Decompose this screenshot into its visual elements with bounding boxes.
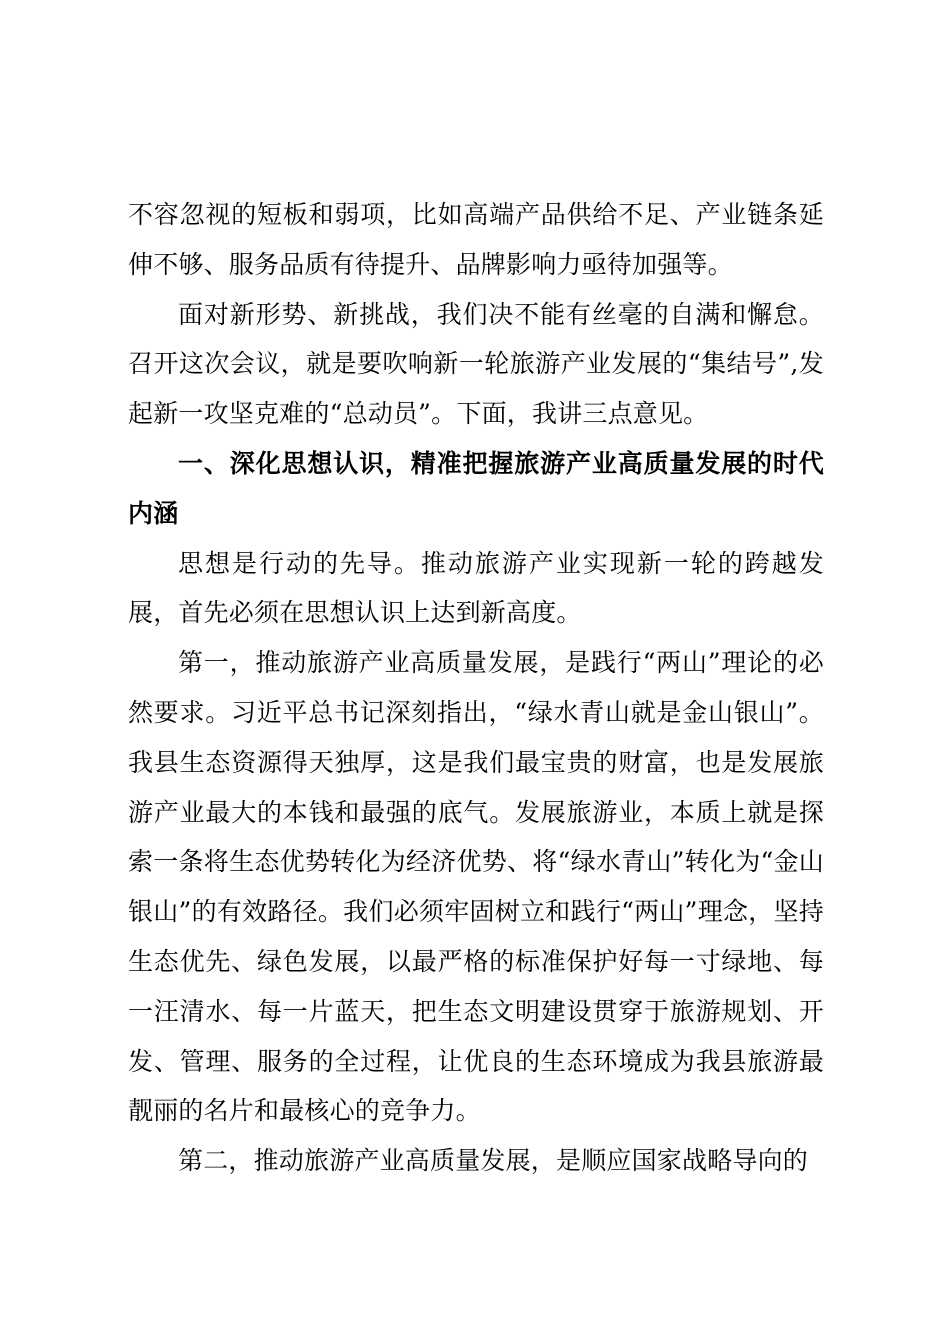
paragraph-second-point: 第二，推动旅游产业高质量发展，是顺应国家战略导向的 [178,1146,809,1176]
paragraph-new-situation: 面对新形势、新挑战，我们决不能有丝毫的自满和懈怠。召开这次会议，就是要吹响新一轮旅游产业发展的“集结号”,发起新一攻坚克难的“总动员”。下面，我讲三点意见。 [128,299,824,429]
document-page [128,190,824,1186]
paragraph-thought-guide: 思想是行动的先导。推动旅游产业实现新一轮的跨越发展，首先必须在思想认识上达到新高度。 [128,548,824,628]
paragraph-continued: 不容忽视的短板和弱项，比如高端产品供给不足、产业链条延伸不够、服务品质有待提升、品牌影响力亟待加强等。 [128,200,824,279]
section-heading-1: 一、深化思想认识，精准把握旅游产业高质量发展的时代内涵 [128,448,824,528]
paragraph-first-point: 第一，推动旅游产业高质量发展，是践行“两山”理论的必然要求。习近平总书记深刻指出，“绿水青山就是金山银山”。我县生态资源得天独厚，这是我们最宝贵的财富，也是发展旅游产业最大的本钱和最强的底气。发展旅游业，本质上就是探索一条将生态优势转化为经济优势、将“绿水青山”转化为“金山银山”的有效路径。我们必须牢固树立和践行“两山”理念，坚持生态优先、绿色发展，以最严格的标准保护好每一寸绿地、每一汪清水、每一片蓝天，把生态文明建设贯穿于旅游规划、开发、管理、服务的全过程，让优良的生态环境成为我县旅游最靓丽的名片和最核心的竞争力。 [128,648,824,1126]
